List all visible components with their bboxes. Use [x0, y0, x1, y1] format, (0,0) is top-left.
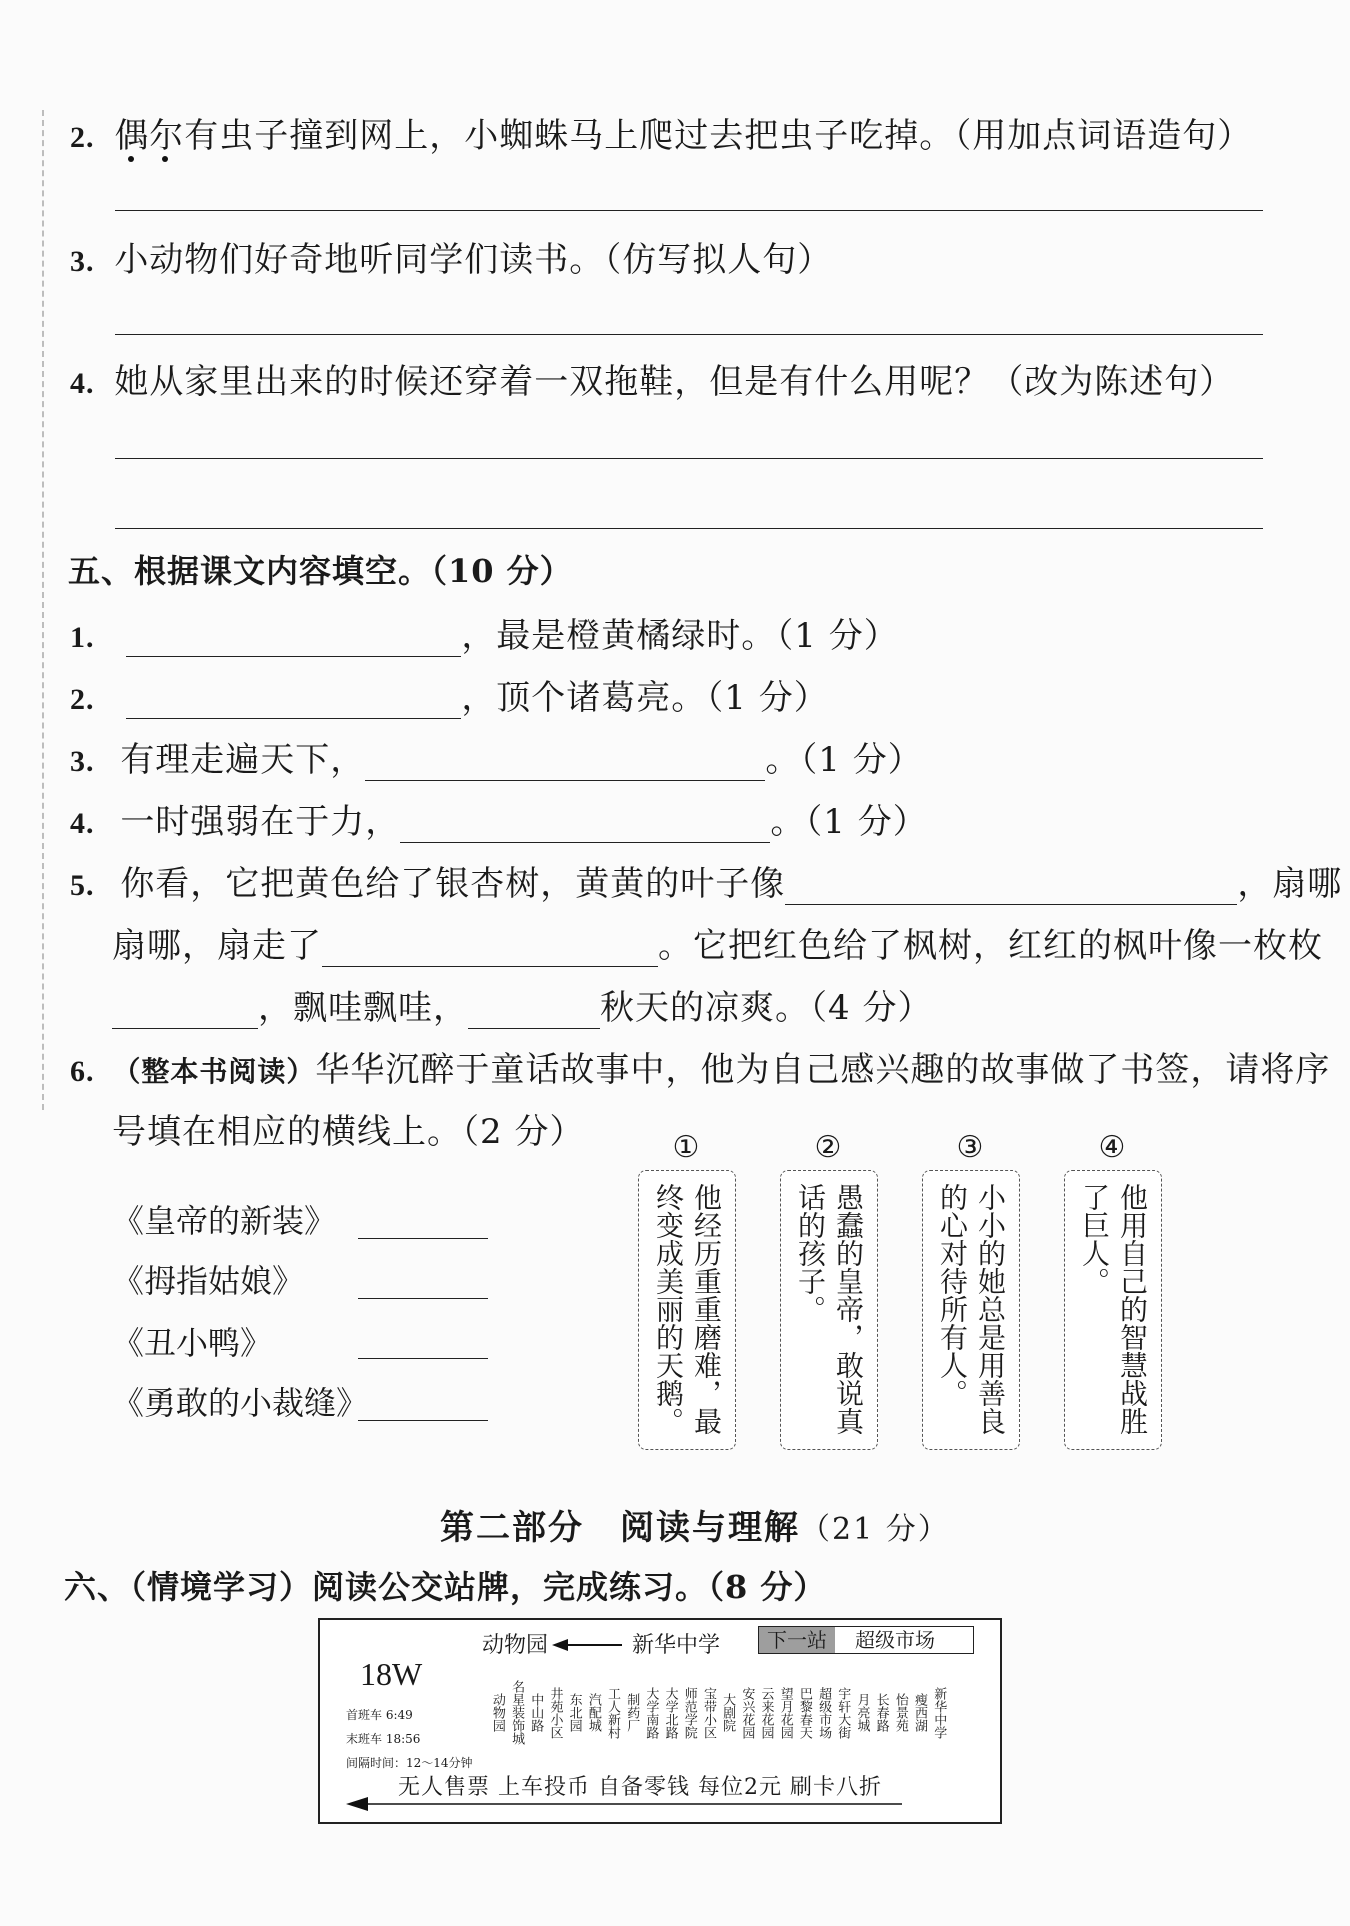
- stop-name: 怡景苑: [892, 1693, 908, 1732]
- stop-name: 东北园: [566, 1693, 582, 1732]
- stop-name: 汽配城: [585, 1693, 601, 1732]
- answer-line[interactable]: [358, 1298, 488, 1299]
- stop-name: 宇轩大街: [835, 1686, 851, 1739]
- answer-line[interactable]: [115, 334, 1263, 335]
- question-4-4: [70, 354, 1234, 403]
- stop-name: 云来花园: [758, 1686, 774, 1739]
- book-title: 《拇指姑娘》: [112, 1262, 305, 1300]
- card-text: 他用自己的智慧战胜: [1116, 1183, 1149, 1435]
- stop-name: 名星装饰城: [509, 1680, 525, 1745]
- first-bus-time: 首班车 6:49: [346, 1708, 413, 1722]
- answer-line[interactable]: [358, 1420, 488, 1421]
- stop-list: [486, 1680, 947, 1745]
- book-title: 《丑小鸭》: [112, 1324, 273, 1362]
- next-stop-label: 下一站: [759, 1627, 835, 1653]
- question-5-6-line2: 号填在相应的横线上。（2 分）: [112, 1112, 585, 1152]
- question-text: 你看，它把黄色给了银杏树，黄黄的叶子像: [120, 864, 786, 904]
- book-title: 《勇敢的小裁缝》: [112, 1384, 369, 1422]
- part-header: [440, 1500, 950, 1549]
- question-5-2: [70, 670, 829, 719]
- question-tag: （整本书阅读）: [112, 1055, 316, 1088]
- stop-name: 制药厂: [624, 1693, 640, 1732]
- card-text: 他经历重重磨难，最: [690, 1183, 723, 1435]
- question-number: 4.: [70, 367, 95, 400]
- stop-name: 工人新村: [605, 1686, 621, 1739]
- stop-name: 大剧院: [720, 1693, 736, 1732]
- question-5-5: [70, 856, 1342, 905]
- current-stop: 新华中学: [632, 1633, 721, 1658]
- stop-name: 大学南路: [643, 1686, 659, 1739]
- stop-name: 中山路: [528, 1693, 544, 1732]
- question-text: 她从家里出来的时候还穿着一双拖鞋，但是有什么用呢？（改为陈述句）: [114, 362, 1235, 402]
- question-number: 6.: [70, 1055, 95, 1088]
- answer-line[interactable]: [115, 458, 1263, 459]
- interval-time: 间隔时间：12～14分钟: [346, 1756, 473, 1770]
- fill-blank[interactable]: [365, 746, 765, 781]
- next-stop-name: 超级市场: [855, 1628, 935, 1652]
- stop-name: 瘦西湖: [912, 1693, 928, 1732]
- next-stop-box: [758, 1626, 974, 1654]
- card-text: 愚蠢的皇帝，敢说真: [832, 1183, 865, 1435]
- question-text: 。（1 分）: [770, 802, 928, 842]
- stop-name: 长春路: [873, 1693, 889, 1732]
- question-5-3: [70, 732, 923, 781]
- card-text: 终变成美丽的天鹅。: [652, 1183, 685, 1435]
- question-5-5-line3: [112, 980, 932, 1029]
- stop-name: 井苑小区: [547, 1686, 563, 1739]
- answer-line[interactable]: [358, 1358, 488, 1359]
- fill-blank[interactable]: [126, 622, 461, 657]
- last-bus-time: 末班车 18:56: [346, 1732, 421, 1746]
- question-4-3: [70, 232, 832, 281]
- question-text: 。（1 分）: [765, 740, 923, 780]
- card-text: 话的孩子。: [794, 1183, 827, 1323]
- question-4-2: [70, 108, 1252, 157]
- question-text: 小动物们好奇地听同学们读书。（仿写拟人句）: [114, 240, 833, 280]
- emphasis-dot: [128, 156, 134, 162]
- fill-blank[interactable]: [468, 994, 600, 1029]
- question-text: 。它把红色给了枫树，红红的枫叶像一枚枚: [658, 926, 1323, 966]
- question-text: 有理走遍天下，: [120, 740, 366, 780]
- question-number: 5.: [70, 869, 95, 902]
- part-score: （21 分）: [800, 1512, 950, 1547]
- fill-blank[interactable]: [322, 932, 658, 967]
- bookmark-card-4: [1064, 1170, 1162, 1450]
- card-text: 的心对待所有人。: [936, 1183, 969, 1407]
- fare-notice: 无人售票 上车投币 自备零钱 每位2元 刷卡八折: [398, 1775, 882, 1800]
- question-number: 1.: [70, 621, 95, 654]
- question-number: 2.: [70, 121, 95, 154]
- stop-name: 安兴花园: [739, 1686, 755, 1739]
- question-text: ，顶个诸葛亮。（1 分）: [461, 678, 829, 718]
- question-text: 一时强弱在于力，: [120, 802, 401, 842]
- fill-blank[interactable]: [785, 870, 1237, 905]
- route-direction-arrow-icon: [346, 1796, 906, 1812]
- emphasis-dot: [162, 156, 168, 162]
- stop-name: 宝带小区: [700, 1686, 716, 1739]
- stop-name: 大学北路: [662, 1686, 678, 1739]
- part-title: 第二部分 阅读与理解: [440, 1508, 800, 1548]
- stop-name: 师范学院: [681, 1686, 697, 1739]
- question-number: 3.: [70, 745, 95, 778]
- bookmark-card-1: [638, 1170, 736, 1450]
- fill-blank[interactable]: [112, 994, 258, 1029]
- question-text: ，最是橙黄橘绿时。（1 分）: [461, 616, 899, 656]
- question-text: 扇哪，扇走了: [112, 926, 322, 966]
- section-6-title: 六、（情境学习）阅读公交站牌，完成练习。（8 分）: [64, 1568, 827, 1606]
- question-text: 秋天的凉爽。（4 分）: [600, 988, 933, 1028]
- question-5-6: [70, 1042, 1330, 1091]
- question-text: 华华沉醉于童话故事中，他为自己感兴趣的故事做了书签，请将序: [315, 1050, 1331, 1090]
- question-text: ，扇哪: [1237, 864, 1343, 904]
- section-5-title: 五、根据课文内容填空。（10 分）: [68, 552, 573, 590]
- question-number: 4.: [70, 807, 95, 840]
- stop-name: 动物园: [489, 1693, 505, 1732]
- terminus-label: 动物园: [482, 1633, 549, 1658]
- direction-arrow-icon: [552, 1638, 622, 1652]
- fill-blank[interactable]: [126, 684, 461, 719]
- bookmark-card-3: [922, 1170, 1020, 1450]
- stop-name: 新华中学: [931, 1686, 947, 1739]
- question-text: ，飘哇飘哇，: [258, 988, 468, 1028]
- binding-margin: [42, 110, 44, 1110]
- card-number: ①: [672, 1130, 700, 1165]
- bookmark-card-2: [780, 1170, 878, 1450]
- card-number: ②: [814, 1130, 842, 1165]
- question-text: 偶尔有虫子撞到网上，小蜘蛛马上爬过去把虫子吃掉。（用加点词语造句）: [114, 116, 1253, 156]
- question-5-5-line2: [112, 918, 1323, 967]
- card-text: 了巨人。: [1078, 1183, 1111, 1295]
- stop-name: 月亮城: [854, 1693, 870, 1732]
- question-5-4: [70, 794, 928, 843]
- answer-line[interactable]: [358, 1238, 488, 1239]
- question-5-1: [70, 608, 899, 657]
- card-text: 小小的她总是用善良: [974, 1183, 1007, 1435]
- answer-line[interactable]: [115, 210, 1263, 211]
- question-number: 2.: [70, 683, 95, 716]
- question-number: 3.: [70, 245, 95, 278]
- route-number: 18W: [360, 1656, 423, 1692]
- fill-blank[interactable]: [400, 808, 770, 843]
- stop-name: 超级市场: [816, 1686, 832, 1739]
- stop-name: 望月花园: [777, 1686, 793, 1739]
- card-number: ④: [1098, 1130, 1126, 1165]
- book-title: 《皇帝的新装》: [112, 1202, 337, 1240]
- card-number: ③: [956, 1130, 984, 1165]
- answer-line[interactable]: [115, 528, 1263, 529]
- stop-name: 巴黎春天: [796, 1686, 812, 1739]
